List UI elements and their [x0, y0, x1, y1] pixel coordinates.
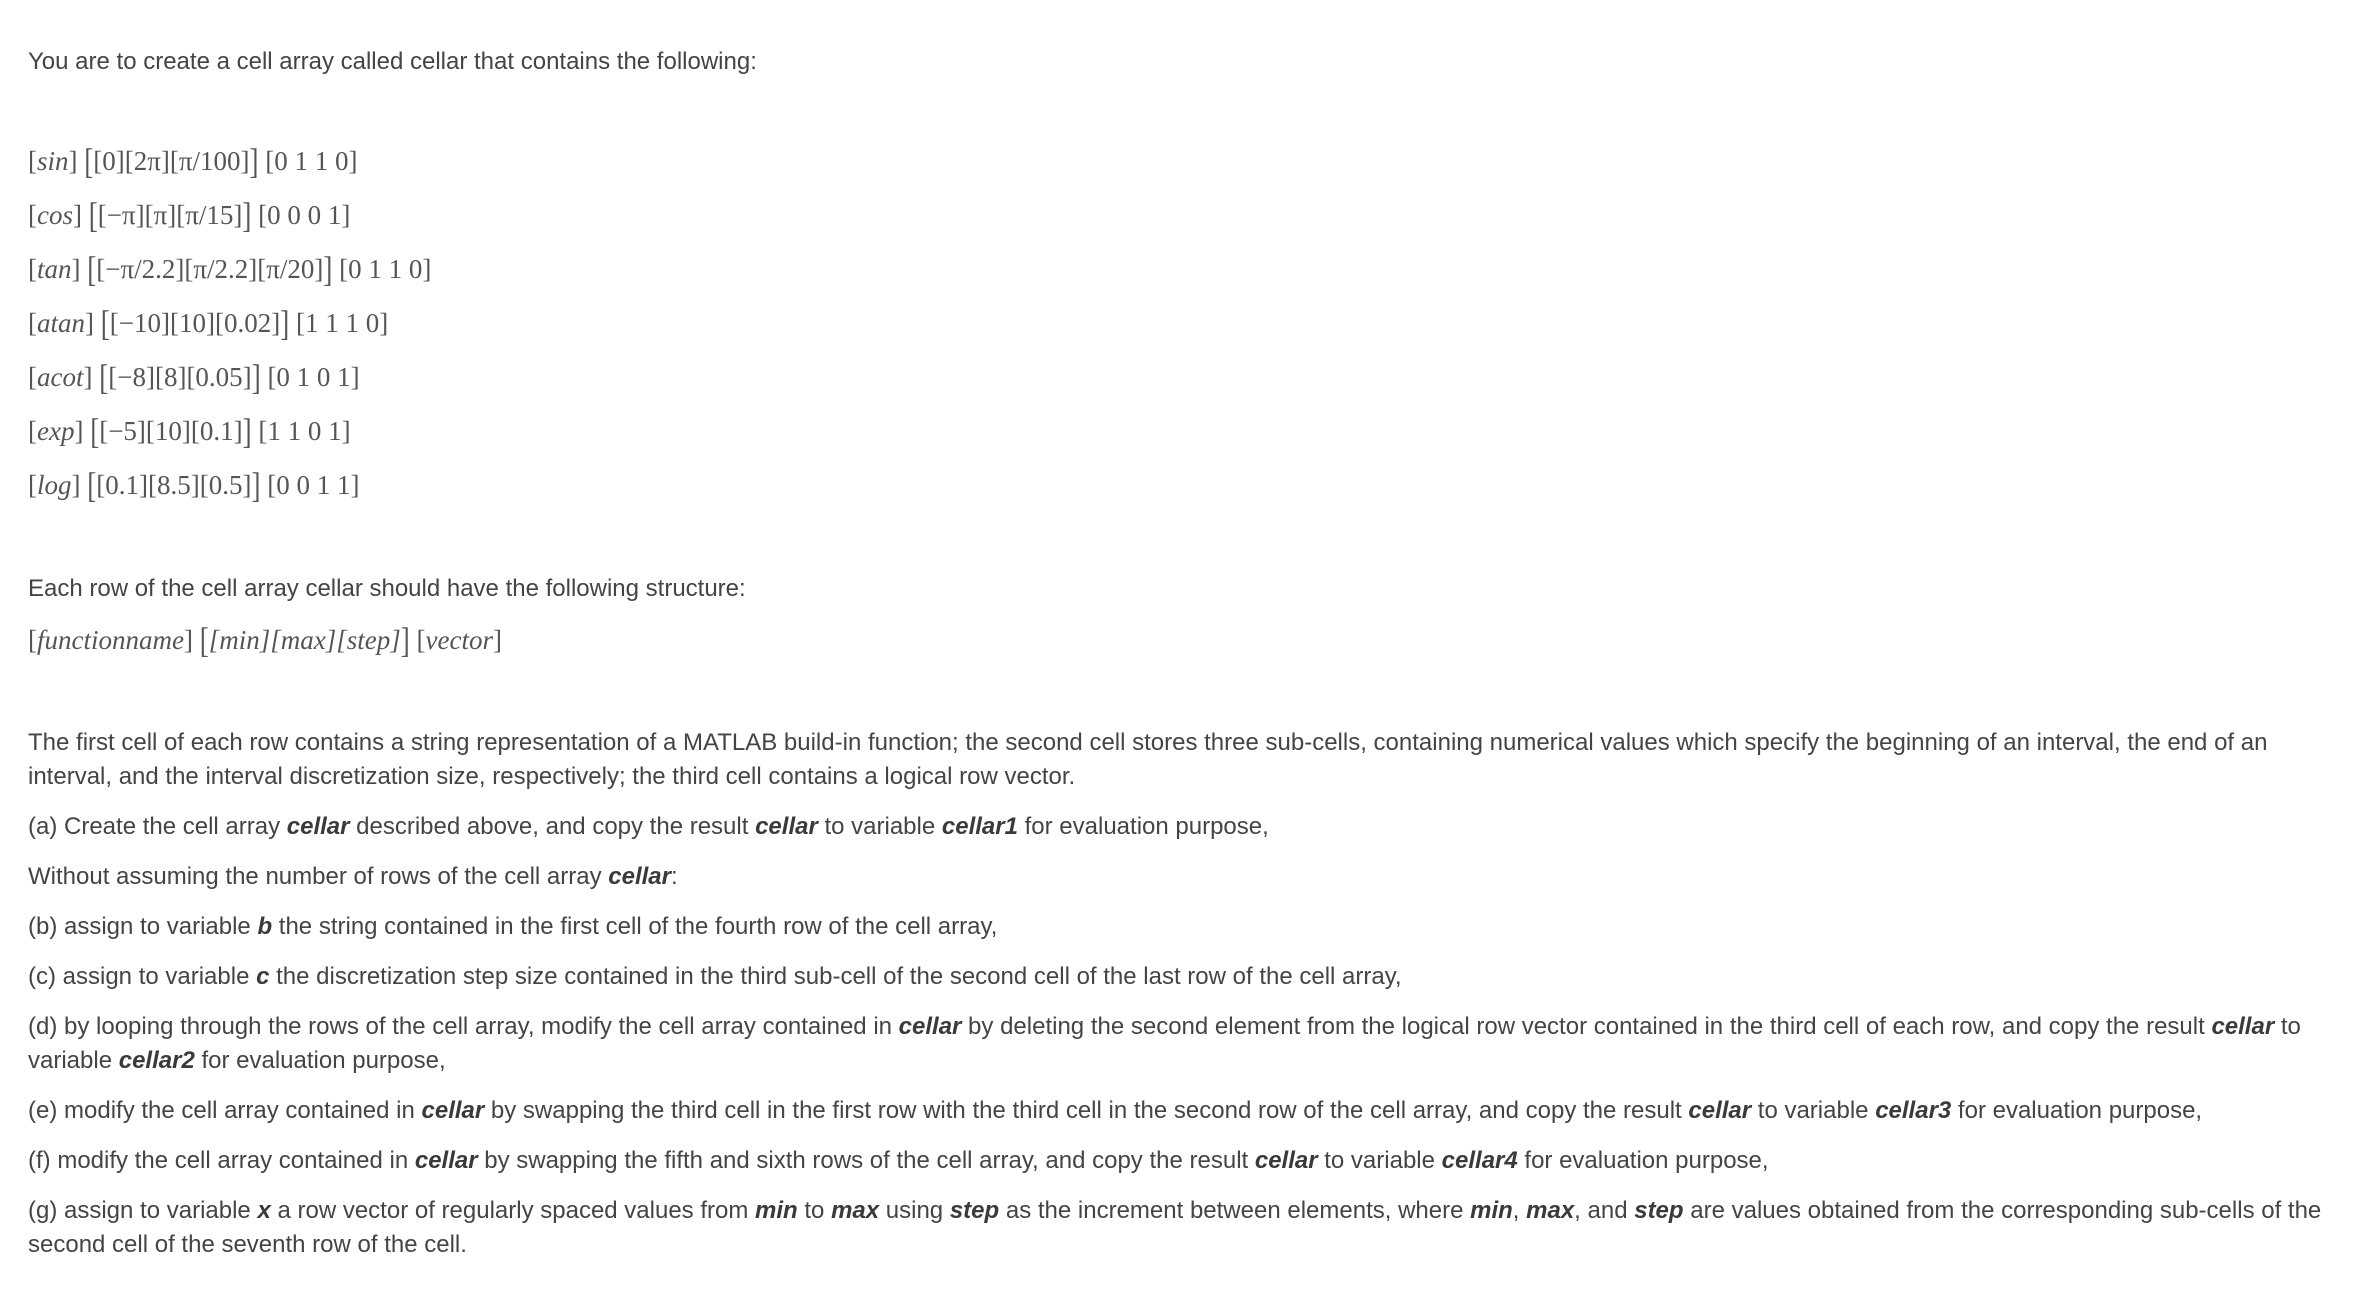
text: (f) modify the cell array contained in: [28, 1147, 415, 1174]
text: to: [797, 1197, 832, 1224]
cell-row-atan: [atan] [[−10][10][0.02]] [1 1 1 0]: [28, 302, 389, 344]
keyword: cellar: [1254, 1147, 1318, 1174]
intro-text: You are to create a cell array called cellar that contains the following:: [28, 48, 757, 75]
text: (g) assign to variable: [28, 1197, 258, 1224]
function-name: exp: [37, 416, 75, 446]
keyword: cellar: [1688, 1097, 1752, 1124]
text: to variable: [1751, 1097, 1876, 1124]
keyword: max: [1526, 1197, 1575, 1224]
keyword: b: [257, 913, 273, 940]
text: for evaluation purpose,: [1517, 1147, 1769, 1174]
text: Without assuming the number of rows of the cell array: [28, 863, 609, 890]
cell-row-sin: [sin] [[0][2π][π/100]] [0 1 1 0]: [28, 140, 358, 182]
text: the string contained in the first cell of the fourth row of the cell array,: [272, 913, 998, 940]
description-paragraph: The first cell of each row contains a string representation of a MATLAB build-in function; the second cell stores three sub-cells, containing numerical values which specify the beginning of an interval, the end of an interval, and the interval discretization size, respectively; the third cell contains a logical row vector.: [28, 729, 2268, 790]
keyword: cellar: [898, 1013, 962, 1040]
function-name: atan: [37, 308, 86, 338]
text: by swapping the third cell in the first row with the third cell in the second row of the cell array, and copy the result: [484, 1097, 1689, 1124]
text: (d) by looping through the rows of the cell array, modify the cell array contained in: [28, 1013, 899, 1040]
range-cells: [−10][10][0.02]: [109, 308, 281, 338]
text: :: [670, 863, 678, 890]
logical-vector: [0 1 0 1]: [267, 362, 360, 392]
logical-vector: [1 1 1 0]: [295, 308, 389, 338]
task-c: [28, 960, 2338, 994]
keyword: c: [256, 963, 270, 990]
keyword: cellar2: [118, 1047, 195, 1074]
cell-row-tan: [tan] [[−π/2.2][π/2.2][π/20]] [0 1 1 0]: [28, 248, 432, 290]
task-b: [28, 910, 2338, 944]
keyword: cellar3: [1875, 1097, 1952, 1124]
function-name: acot: [37, 362, 84, 392]
text: described above, and copy the result: [349, 813, 756, 840]
without-assuming-text: [28, 860, 2338, 894]
range-cells: [0][2π][π/100]: [93, 146, 250, 176]
text: to variable: [1317, 1147, 1442, 1174]
text: (a) Create the cell array: [28, 813, 287, 840]
logical-vector: [0 1 1 0]: [339, 254, 432, 284]
range-cells: [−8][8][0.05]: [108, 362, 252, 392]
text: ,: [1512, 1197, 1527, 1224]
text: using: [879, 1197, 950, 1224]
cell-row-acot: [acot] [[−8][8][0.05]] [0 1 0 1]: [28, 356, 360, 398]
function-name: cos: [37, 200, 73, 230]
range-cells: [−π/2.2][π/2.2][π/20]: [96, 254, 324, 284]
cell-row-cos: [cos] [[−π][π][π/15]] [0 0 0 1]: [28, 194, 351, 236]
text: as the increment between elements, where: [999, 1197, 1471, 1224]
task-f: [28, 1144, 2338, 1178]
vector-name: vector: [425, 625, 493, 655]
text: by deleting the second element from the logical row vector contained in the third cell of each row, and copy the result: [961, 1013, 2212, 1040]
keyword: cellar: [2211, 1013, 2275, 1040]
keyword: min: [755, 1197, 798, 1224]
text: the discretization step size contained in the third sub-cell of the second cell of the last row of the cell array,: [269, 963, 1402, 990]
function-name: sin: [37, 146, 69, 176]
keyword: cellar: [608, 863, 671, 890]
text: (b) assign to variable: [28, 913, 258, 940]
text: (c) assign to variable: [28, 963, 257, 990]
range-cells: [0.1][8.5][0.5]: [96, 470, 252, 500]
task-d: [28, 1010, 2338, 1078]
text: for evaluation purpose,: [1017, 813, 1269, 840]
logical-vector: [0 0 1 1]: [267, 470, 360, 500]
range-cells: [−π][π][π/15]: [97, 200, 243, 230]
text: to variable: [817, 813, 942, 840]
task-g: [28, 1194, 2338, 1262]
structure-template: [functionname] [[min][max][step]] [vector]: [28, 619, 502, 661]
logical-vector: [0 0 0 1]: [258, 200, 351, 230]
structure-intro: Each row of the cell array cellar should have the following structure:: [28, 575, 746, 602]
keyword: cellar1: [941, 813, 1018, 840]
text: are values obtained from the corresponding sub-cells of the second cell of the seventh row of the cell.: [28, 1197, 2322, 1258]
text: , and: [1574, 1197, 1635, 1224]
text: to variable: [28, 1013, 2301, 1074]
keyword: cellar: [755, 813, 818, 840]
logical-vector: [0 1 1 0]: [265, 146, 358, 176]
keyword: step: [949, 1197, 1000, 1224]
cell-row-exp: [exp] [[−5][10][0.1]] [1 1 0 1]: [28, 410, 351, 452]
logical-vector: [1 1 0 1]: [258, 416, 351, 446]
text: a row vector of regularly spaced values from: [270, 1197, 756, 1224]
keyword: min: [1470, 1197, 1513, 1224]
keyword: x: [257, 1197, 271, 1224]
text: by swapping the fifth and sixth rows of the cell array, and copy the result: [477, 1147, 1255, 1174]
function-name: tan: [37, 254, 72, 284]
function-name: functionname: [37, 625, 184, 655]
keyword: max: [831, 1197, 880, 1224]
text: for evaluation purpose,: [1951, 1097, 2203, 1124]
keyword: cellar: [286, 813, 350, 840]
keyword: cellar4: [1441, 1147, 1518, 1174]
task-a: [28, 810, 2338, 844]
task-e: [28, 1094, 2338, 1128]
keyword: cellar: [421, 1097, 485, 1124]
cell-row-log: [log] [[0.1][8.5][0.5]] [0 0 1 1]: [28, 464, 360, 506]
range-cells: [min][max][step]: [208, 625, 401, 655]
keyword: step: [1634, 1197, 1684, 1224]
text: (e) modify the cell array contained in: [28, 1097, 422, 1124]
keyword: cellar: [414, 1147, 478, 1174]
text: for evaluation purpose,: [194, 1047, 446, 1074]
range-cells: [−5][10][0.1]: [99, 416, 243, 446]
function-name: log: [37, 470, 72, 500]
